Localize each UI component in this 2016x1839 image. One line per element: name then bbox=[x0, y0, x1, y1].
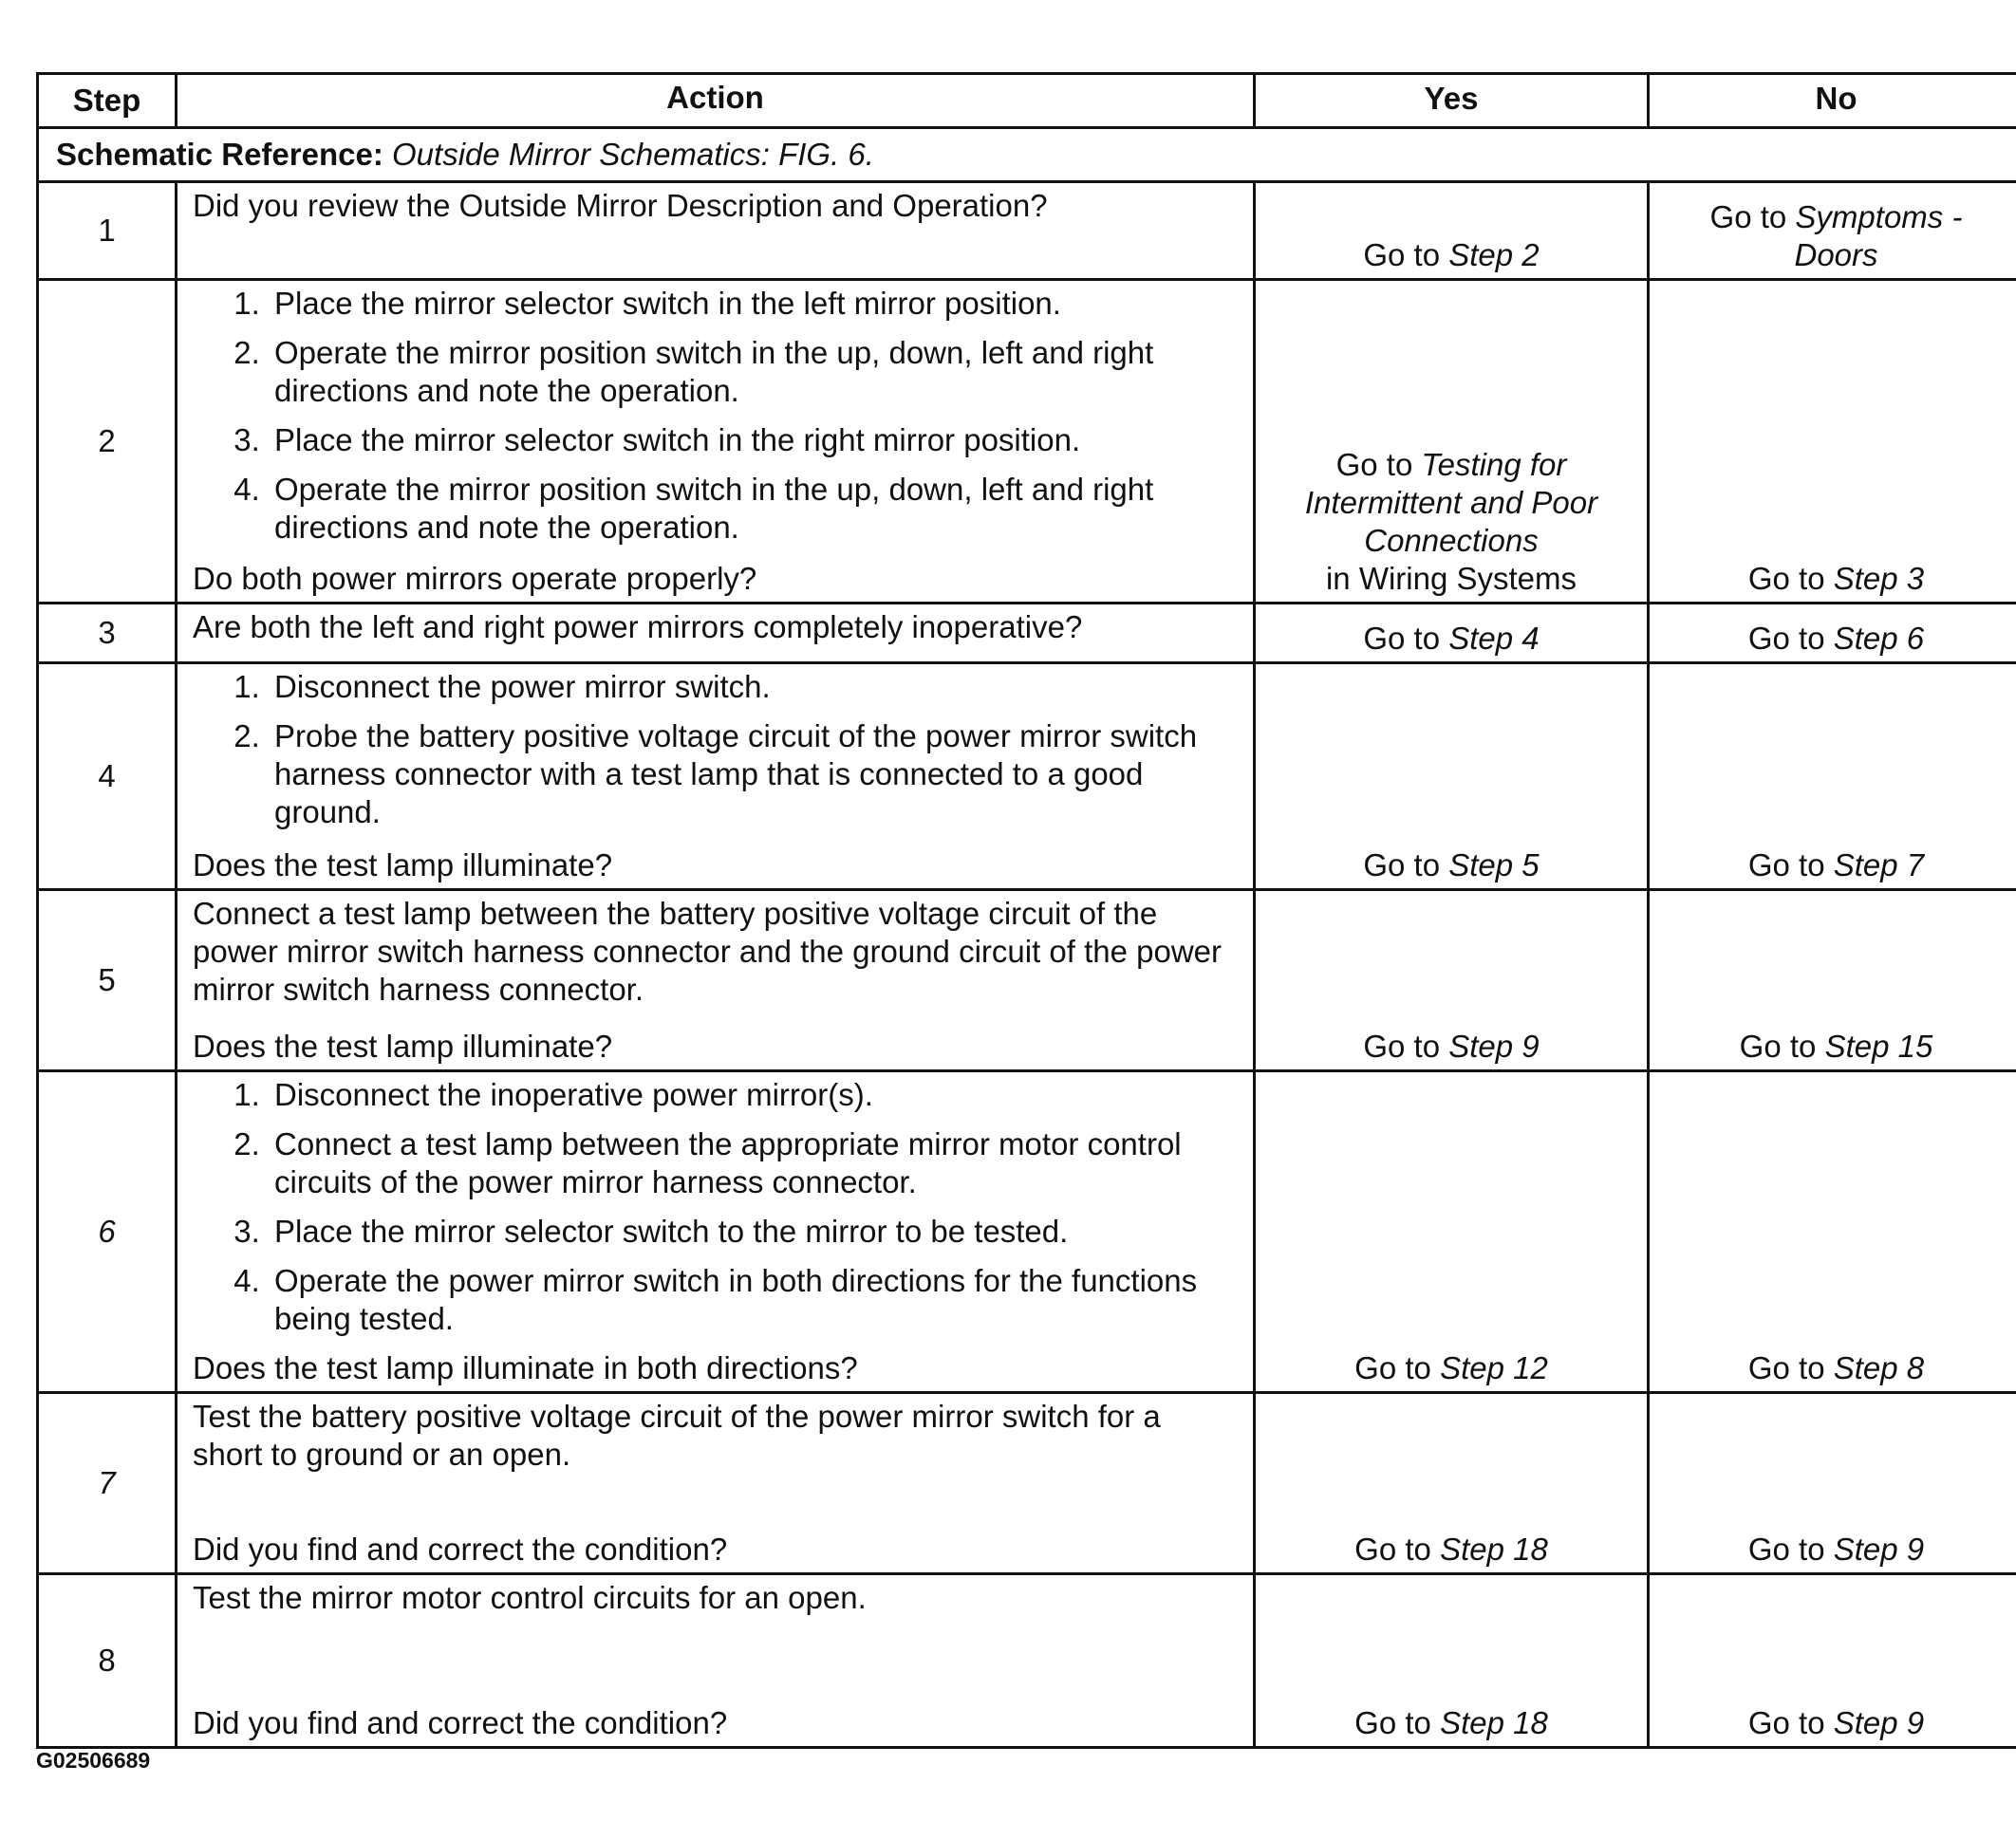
action-content bbox=[193, 895, 1238, 1066]
action-substep: 2. Connect a test lamp between the appropriate mirror motor control circuits of the power mirror harness connector. bbox=[269, 1125, 1238, 1201]
action-substep: 3. Place the mirror selector switch in the right mirror position. bbox=[269, 421, 1238, 459]
step-number: 1 bbox=[38, 182, 177, 280]
action-cell bbox=[177, 1574, 1255, 1748]
step-number: 7 bbox=[38, 1393, 177, 1574]
no-prefix: Go to bbox=[1739, 1029, 1817, 1064]
yes-cell bbox=[1255, 604, 1649, 663]
no-cell bbox=[1649, 280, 2016, 604]
action-cell bbox=[177, 182, 1255, 280]
action-cell bbox=[177, 280, 1255, 604]
action-substep: 4. Operate the mirror position switch in the up, down, left and right directions and note the operation. bbox=[269, 471, 1238, 547]
yes-link[interactable]: Step 12 bbox=[1440, 1350, 1548, 1385]
action-substep: 1. Place the mirror selector switch in the left mirror position. bbox=[269, 285, 1238, 323]
action-cell bbox=[177, 1393, 1255, 1574]
reference-link[interactable]: Outside Mirror Schematics: FIG. 6. bbox=[392, 137, 874, 172]
no-link[interactable]: Step 7 bbox=[1833, 847, 1925, 882]
no-prefix: Go to bbox=[1747, 1532, 1825, 1567]
action-text: Are both the left and right power mirrors completely inoperative? bbox=[193, 609, 1083, 644]
reference-row bbox=[38, 128, 2016, 182]
action-text: Did you review the Outside Mirror Description and Operation? bbox=[193, 188, 1048, 223]
yes-link[interactable]: Step 9 bbox=[1448, 1029, 1540, 1064]
table-row bbox=[38, 1574, 2016, 1748]
table-row bbox=[38, 1071, 2016, 1393]
action-content bbox=[193, 668, 1238, 884]
action-content bbox=[193, 1398, 1238, 1569]
action-content bbox=[193, 608, 1238, 658]
no-link[interactable]: Step 9 bbox=[1833, 1532, 1925, 1567]
yes-tail: in Wiring Systems bbox=[1325, 561, 1577, 596]
step-number: 4 bbox=[38, 663, 177, 890]
action-text: Connect a test lamp between the battery positive voltage circuit of the power mirror switch harness connector and the ground circuit of the power mirror switch harness connector. bbox=[193, 896, 1223, 1007]
yes-prefix: Go to bbox=[1335, 447, 1413, 482]
header-action: Action bbox=[177, 74, 1255, 128]
no-prefix: Go to bbox=[1747, 1705, 1825, 1740]
no-link[interactable]: Step 3 bbox=[1833, 561, 1925, 596]
schematic-reference bbox=[38, 128, 2016, 182]
no-link[interactable]: Step 15 bbox=[1824, 1029, 1933, 1064]
action-cell bbox=[177, 890, 1255, 1071]
table-row bbox=[38, 604, 2016, 663]
table-row bbox=[38, 280, 2016, 604]
header-yes: Yes bbox=[1255, 74, 1649, 128]
action-content bbox=[193, 285, 1238, 598]
diagnostic-table bbox=[36, 72, 2016, 1749]
no-cell bbox=[1649, 890, 2016, 1071]
yes-cell bbox=[1255, 1393, 1649, 1574]
no-prefix: Go to bbox=[1747, 621, 1825, 656]
table-row bbox=[38, 663, 2016, 890]
yes-link[interactable]: Step 18 bbox=[1440, 1705, 1548, 1740]
action-cell bbox=[177, 604, 1255, 663]
no-cell bbox=[1649, 1071, 2016, 1393]
action-question: Did you find and correct the condition? bbox=[193, 1532, 728, 1567]
action-text: Test the battery positive voltage circuit of the power mirror switch for a short to ground or an open. bbox=[193, 1399, 1161, 1472]
action-question: Does the test lamp illuminate in both directions? bbox=[193, 1350, 858, 1385]
no-cell bbox=[1649, 1574, 2016, 1748]
no-link[interactable]: Step 9 bbox=[1833, 1705, 1925, 1740]
action-substeps bbox=[193, 668, 1238, 843]
figure-id: G02506689 bbox=[36, 1748, 151, 1773]
yes-prefix: Go to bbox=[1363, 847, 1441, 882]
action-substep: 2. Operate the mirror position switch in the up, down, left and right directions and note the operation. bbox=[269, 334, 1238, 410]
action-substeps bbox=[193, 285, 1238, 558]
action-question: Did you find and correct the condition? bbox=[193, 1705, 728, 1740]
yes-prefix: Go to bbox=[1363, 621, 1441, 656]
yes-cell bbox=[1255, 280, 1649, 604]
action-question: Does the test lamp illuminate? bbox=[193, 1029, 613, 1064]
header-step: Step bbox=[38, 74, 177, 128]
no-prefix: Go to bbox=[1747, 1350, 1825, 1385]
header-row bbox=[38, 74, 2016, 128]
no-cell bbox=[1649, 182, 2016, 280]
action-question: Do both power mirrors operate properly? bbox=[193, 561, 757, 596]
no-cell bbox=[1649, 1393, 2016, 1574]
no-cell bbox=[1649, 663, 2016, 890]
action-substeps bbox=[193, 1076, 1238, 1349]
no-prefix: Go to bbox=[1709, 199, 1787, 234]
yes-prefix: Go to bbox=[1354, 1532, 1431, 1567]
step-number: 8 bbox=[38, 1574, 177, 1748]
step-number: 3 bbox=[38, 604, 177, 663]
step-number: 5 bbox=[38, 890, 177, 1071]
step-number: 2 bbox=[38, 280, 177, 604]
action-text: Test the mirror motor control circuits for an open. bbox=[193, 1580, 867, 1615]
action-content bbox=[193, 1076, 1238, 1387]
header-no: No bbox=[1649, 74, 2016, 128]
yes-prefix: Go to bbox=[1354, 1350, 1431, 1385]
action-substep: 4. Operate the power mirror switch in both directions for the functions being tested. bbox=[269, 1262, 1238, 1338]
yes-cell bbox=[1255, 663, 1649, 890]
no-link[interactable]: Step 6 bbox=[1833, 621, 1925, 656]
no-prefix: Go to bbox=[1747, 561, 1825, 596]
yes-cell bbox=[1255, 1071, 1649, 1393]
action-substep: 1. Disconnect the inoperative power mirror(s). bbox=[269, 1076, 1238, 1114]
yes-prefix: Go to bbox=[1363, 1029, 1441, 1064]
yes-cell bbox=[1255, 890, 1649, 1071]
yes-link[interactable]: Step 4 bbox=[1448, 621, 1540, 656]
yes-link[interactable]: Step 5 bbox=[1448, 847, 1540, 882]
yes-prefix: Go to bbox=[1354, 1705, 1431, 1740]
action-substep: 2. Probe the battery positive voltage circuit of the power mirror switch harness connector with a test lamp that is connected to a good ground. bbox=[269, 717, 1238, 831]
action-substep: 3. Place the mirror selector switch to the mirror to be tested. bbox=[269, 1213, 1238, 1251]
no-link[interactable]: Symptoms - Doors bbox=[1794, 199, 1963, 272]
yes-link[interactable]: Step 2 bbox=[1448, 237, 1540, 272]
table-row bbox=[38, 182, 2016, 280]
yes-prefix: Go to bbox=[1363, 237, 1441, 272]
yes-cell bbox=[1255, 1574, 1649, 1748]
yes-link[interactable]: Step 18 bbox=[1440, 1532, 1548, 1567]
action-substep: 1. Disconnect the power mirror switch. bbox=[269, 668, 1238, 706]
yes-link[interactable]: Testing for Intermittent and Poor Connections bbox=[1304, 447, 1598, 558]
yes-cell bbox=[1255, 182, 1649, 280]
action-question: Does the test lamp illuminate? bbox=[193, 847, 613, 882]
step-number: 6 bbox=[38, 1071, 177, 1393]
action-content bbox=[193, 187, 1238, 274]
table-row bbox=[38, 890, 2016, 1071]
no-prefix: Go to bbox=[1747, 847, 1825, 882]
no-link[interactable]: Step 8 bbox=[1833, 1350, 1925, 1385]
no-cell bbox=[1649, 604, 2016, 663]
action-cell bbox=[177, 663, 1255, 890]
action-cell bbox=[177, 1071, 1255, 1393]
reference-label: Schematic Reference: bbox=[56, 137, 383, 172]
table-row bbox=[38, 1393, 2016, 1574]
action-content bbox=[193, 1579, 1238, 1742]
